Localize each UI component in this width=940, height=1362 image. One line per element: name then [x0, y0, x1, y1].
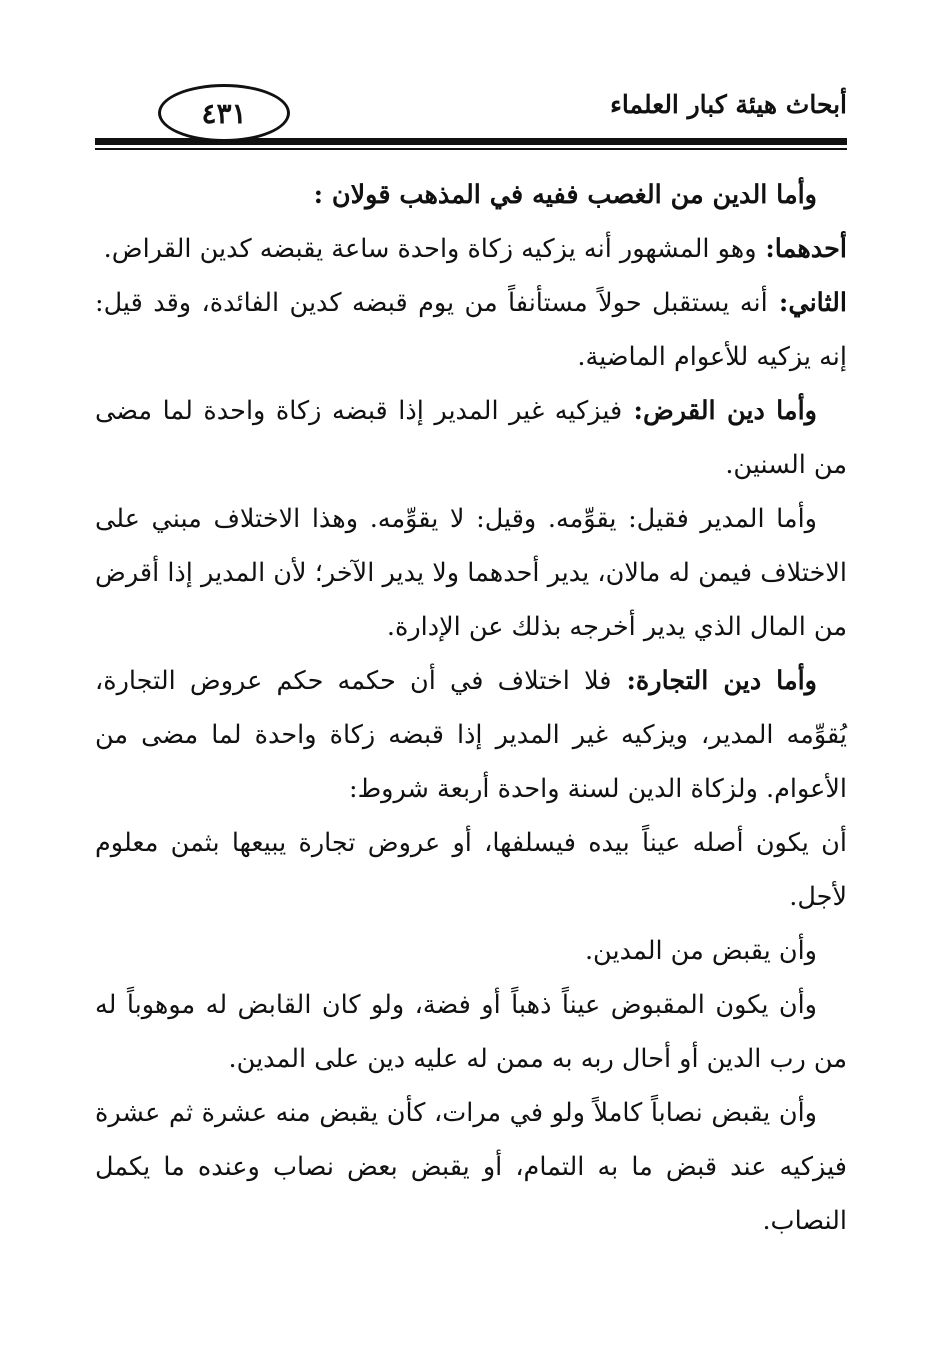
- paragraph: [95, 492, 847, 654]
- page-number: ٤٣١: [158, 84, 290, 142]
- page-body: [95, 168, 847, 1248]
- paragraph-lead: أحدهما:: [756, 234, 847, 264]
- paragraph-heading-text: وأما الدين من الغصب ففيه في المذهب قولان :: [313, 180, 817, 210]
- paragraph: [95, 978, 847, 1086]
- paragraph-text: أن يكون أصله عيناً بيده فيسلفها، أو عروض تجارة يبيعها بثمن معلوم لأجل.: [95, 828, 847, 912]
- paragraph: [95, 654, 847, 816]
- book-title: أبحاث هيئة كبار العلماء: [610, 90, 847, 119]
- paragraph-text: أنه يستقبل حولاً مستأنفاً من يوم قبضه كدين الفائدة، وقد قيل: إنه يزكيه للأعوام الماضية.: [95, 288, 847, 372]
- page-header: [95, 74, 847, 154]
- paragraph-heading: [95, 168, 847, 222]
- paragraph: [95, 924, 847, 978]
- paragraph: [95, 384, 847, 492]
- paragraph: [95, 222, 847, 276]
- paragraph-text: فلا اختلاف في أن حكمه حكم عروض التجارة، يُقوِّمه المدير، ويزكيه غير المدير إذا قبضه زكاة واحدة لما مضى من الأعوام. ولزكاة الدين لسنة واحدة أربعة شروط:: [95, 666, 847, 804]
- paragraph-text: وأن يقبض نصاباً كاملاً ولو في مرات، كأن يقبض منه عشرة ثم عشرة فيزكيه عند قبض ما به التمام، أو يقبض بعض نصاب وعنده ما يكمل النصاب.: [95, 1098, 847, 1236]
- header-rule-thin: [95, 148, 847, 150]
- paragraph-lead: الثاني:: [767, 288, 847, 318]
- paragraph-text: وأما المدير فقيل: يقوِّمه. وقيل: لا يقوِّمه. وهذا الاختلاف مبني على الاختلاف فيمن له مالان، يدير أحدهما ولا يدير الآخر؛ لأن المدير إذا أقرض من المال الذي يدير أخرجه بذلك عن الإدارة.: [95, 504, 847, 642]
- paragraph: [95, 276, 847, 384]
- paragraph: [95, 816, 847, 924]
- paragraph-text: وأن يكون المقبوض عيناً ذهباً أو فضة، ولو كان القابض له موهوباً له من رب الدين أو أحال ربه به ممن له عليه دين على المدين.: [95, 990, 847, 1074]
- paragraph: [95, 1086, 847, 1248]
- paragraph-text: وهو المشهور أنه يزكيه زكاة واحدة ساعة يقبضه كدين القراض.: [103, 234, 757, 264]
- paragraph-lead: وأما دين القرض:: [622, 396, 817, 426]
- paragraph-text: فيزكيه غير المدير إذا قبضه زكاة واحدة لما مضى من السنين.: [95, 396, 847, 480]
- paragraph-text: وأن يقبض من المدين.: [584, 936, 817, 966]
- paragraph-lead: وأما دين التجارة:: [611, 666, 817, 696]
